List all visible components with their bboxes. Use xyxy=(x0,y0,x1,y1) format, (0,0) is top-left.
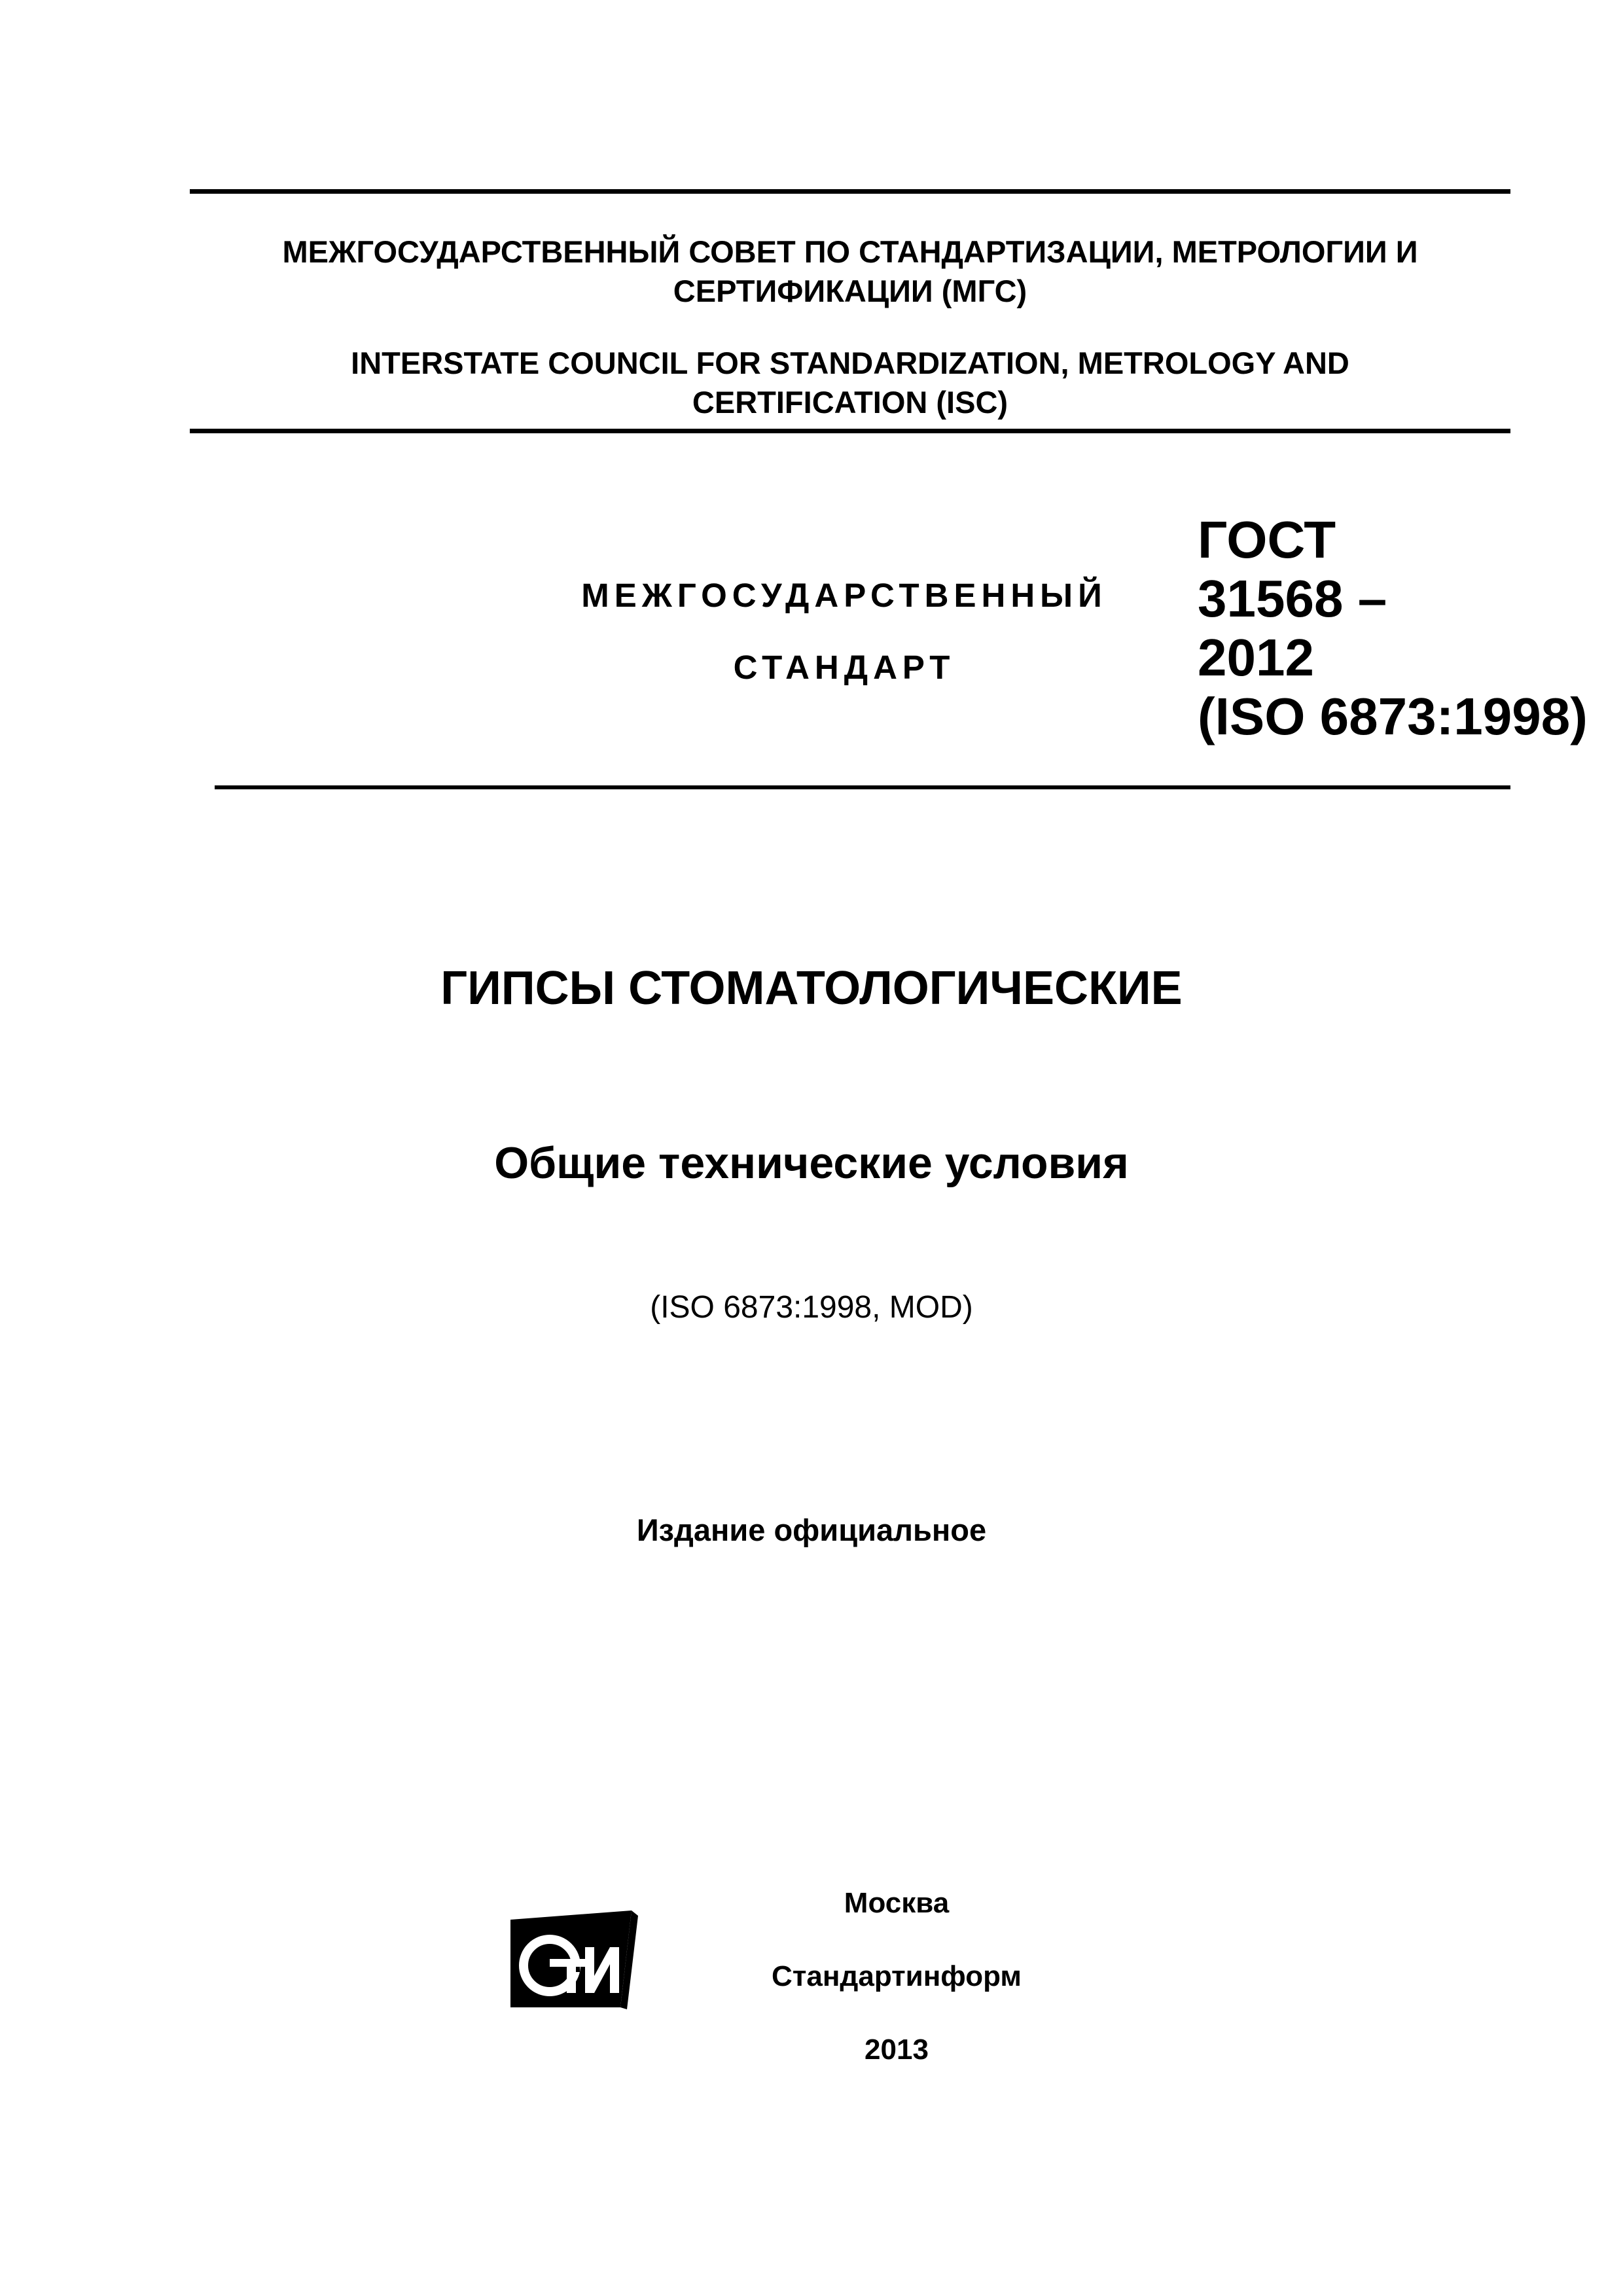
gost-line-2: 31568 – xyxy=(1198,569,1387,628)
council-ru-line-1: МЕЖГОСУДАРСТВЕННЫЙ СОВЕТ ПО СТАНДАРТИЗАЦИИ, МЕТРОЛОГИИ И xyxy=(282,234,1418,269)
document-title: ГИПСЫ СТОМАТОЛОГИЧЕСКИЕ xyxy=(440,962,1183,1014)
document-subtitle: Общие технические условия xyxy=(494,1138,1129,1188)
standartinform-logo-icon xyxy=(510,1908,638,2009)
council-en-line-1: INTERSTATE COUNCIL FOR STANDARDIZATION, METROLOGY AND xyxy=(351,346,1349,380)
gost-designation xyxy=(1198,511,1588,746)
standard-type-line-1: МЕЖГОСУДАРСТВЕННЫЙ xyxy=(581,577,1107,614)
edition-note: Издание официальное xyxy=(636,1513,987,1547)
imprint-publisher: Стандартинформ xyxy=(772,1960,1022,1992)
council-ru-line-2: СЕРТИФИКАЦИИ (МГС) xyxy=(673,274,1027,308)
gost-line-4: (ISO 6873:1998) xyxy=(1198,687,1588,745)
top-rule xyxy=(190,189,1510,194)
standard-type-line-2: СТАНДАРТ xyxy=(733,649,955,686)
middle-rule xyxy=(190,429,1510,433)
lower-rule xyxy=(215,785,1510,789)
gost-line-1: ГОСТ xyxy=(1198,511,1336,569)
iso-reference: (ISO 6873:1998, MOD) xyxy=(650,1290,973,1325)
standard-type xyxy=(497,560,1191,704)
imprint-year: 2013 xyxy=(865,2034,929,2066)
council-name-ru xyxy=(190,232,1510,311)
council-name-en xyxy=(190,344,1510,422)
imprint-city: Москва xyxy=(844,1887,950,1919)
gost-line-3: 2012 xyxy=(1198,628,1314,687)
council-en-line-2: CERTIFICATION (ISC) xyxy=(692,385,1008,420)
